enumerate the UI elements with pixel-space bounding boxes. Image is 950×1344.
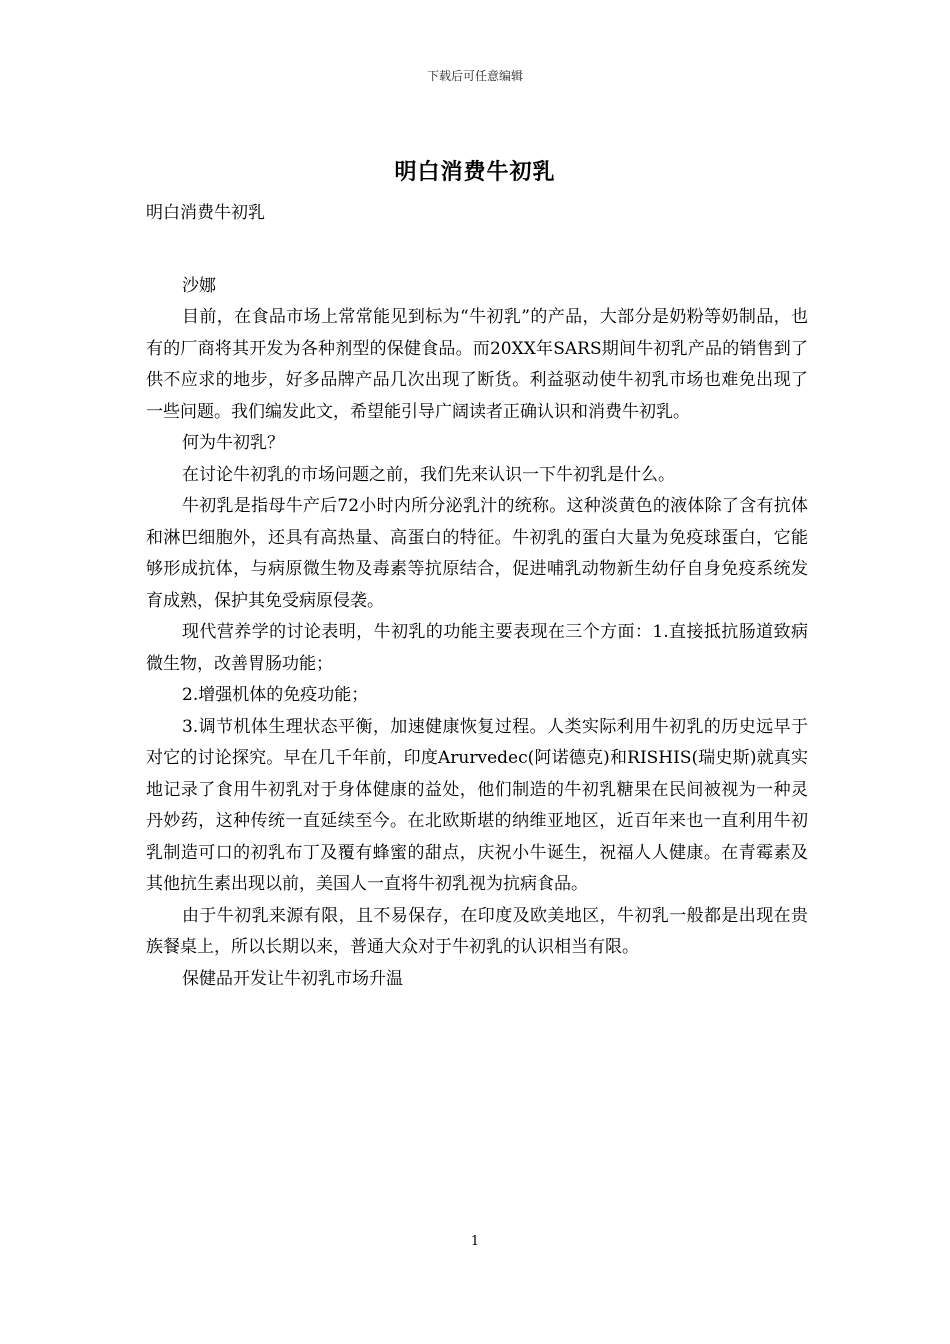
paragraph-function-2: 2.增强机体的免疫功能； [182, 685, 369, 705]
page-number: 1 [470, 1234, 480, 1249]
header-note: 下载后可任意编辑 [426, 69, 523, 83]
paragraph-lead-in: 在讨论牛初乳的市场问题之前，我们先来认识一下牛初乳是什么。 [182, 464, 675, 485]
paragraph-functions: 现代营养学的讨论表明，牛初乳的功能主要表现在三个方面：1.直接抵抗肠道致病微生物，改善胃肠功能； [146, 622, 808, 674]
document-subtitle: 明白消费牛初乳 [146, 203, 265, 223]
paragraph-definition: 牛初乳是指母牛产后72小时内所分泌乳汁的统称。这种淡黄色的液体除了含有抗体和淋巴细胞外，还具有高热量、高蛋白的特征。牛初乳的蛋白大量为免疫球蛋白，它能够形成抗体，与病原微生物及毒素等抗原结合，促进哺乳动物新生幼仔自身免疫系统发育成熟，保护其免受病原侵袭。 [146, 496, 808, 611]
author-line: 沙娜 [182, 275, 216, 296]
section-heading-what-is: 何为牛初乳？ [182, 433, 284, 453]
section-heading-market: 保健品开发让牛初乳市场升温 [182, 968, 403, 989]
paragraph-function-3-history: 3.调节机体生理状态平衡，加速健康恢复过程。人类实际利用牛初乳的历史远早于对它的讨论探究。早在几千年前，印度Arurvedec(阿诺德克)和RISHIS(瑞史斯)就真实地记录了食用牛初乳对于身体健康的益处，他们制造的牛初乳糖果在民间被视为一种灵丹妙药，这种传统一直延续至今。在北欧斯堪的纳维亚地区，近百年来也一直利用牛初乳制造可口的初乳布丁及覆有蜂蜜的甜点，庆祝小牛诞生，祝福人人健康。在青霉素及其他抗生素出现以前，美国人一直将牛初乳视为抗病食品。 [146, 716, 808, 894]
document-body [146, 198, 808, 995]
paragraph-limited-source: 由于牛初乳来源有限，且不易保存，在印度及欧美地区，牛初乳一般都是出现在贵族餐桌上，所以长期以来，普通大众对于牛初乳的认识相当有限。 [146, 905, 808, 957]
document-title: 明白消费牛初乳 [394, 159, 556, 185]
paragraph-intro: 目前，在食品市场上常常能见到标为“牛初乳”的产品，大部分是奶粉等奶制品，也有的厂商将其开发为各种剂型的保健食品。而20XX年SARS期间牛初乳产品的销售到了供不应求的地步，好多品牌产品几次出现了断货。利益驱动使牛初乳市场也难免出现了一些问题。我们编发此文，希望能引导广阔读者正确认识和消费牛初乳。 [146, 307, 808, 422]
